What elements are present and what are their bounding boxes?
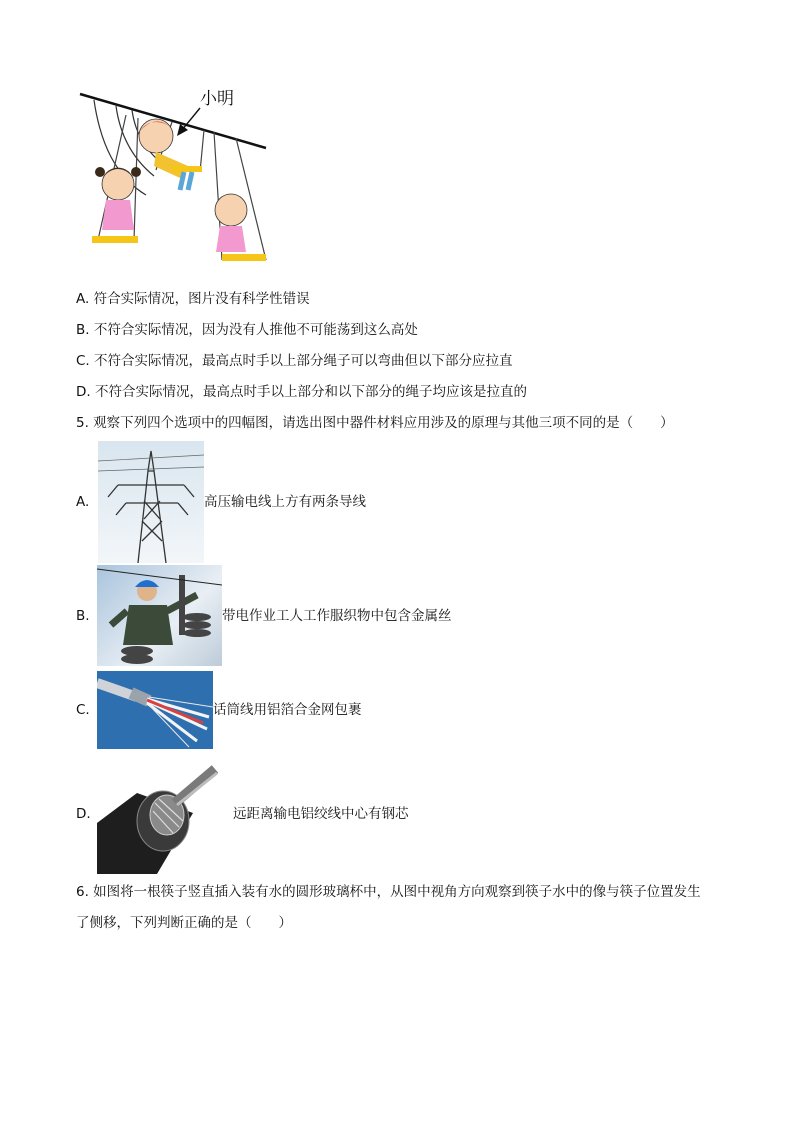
option-letter: A.: [76, 291, 90, 307]
q5-option-b-text: 带电作业工人工作服织物中包含金属丝: [222, 608, 452, 624]
lineman-drawing: [97, 565, 222, 666]
q4-option-b: [76, 320, 418, 340]
swing-label-xiaoming: 小明: [200, 89, 234, 109]
option-letter: C.: [76, 353, 90, 369]
swing-illustration: [76, 80, 276, 275]
steel-core-cable-drawing: [97, 763, 224, 874]
q6-stem-line-1: 6. 如图将一根筷子竖直插入装有水的圆形玻璃杯中，从图中视角方向观察到筷子水中的像与筷子位置发生: [76, 884, 701, 900]
option-letter: B.: [76, 322, 90, 338]
steel-core-cable-image: [97, 763, 224, 874]
shielded-cable-drawing: [97, 671, 213, 749]
option-text: 不符合实际情况，因为没有人推他不可能荡到这么高处: [93, 322, 418, 338]
shielded-cable-image: [97, 671, 213, 749]
q5-option-d-text: 远距离输电铝绞线中心有钢芯: [233, 806, 409, 822]
q5-stem: 5. 观察下列四个选项中的四幅图，请选出图中器件材料应用涉及的原理与其他三项不同的是（ ）: [76, 415, 674, 431]
lineman-image: [97, 565, 222, 666]
option-text: 不符合实际情况，最高点时手以上部分和以下部分的绳子均应该是拉直的: [94, 384, 527, 400]
q5-option-b-letter: B.: [76, 608, 90, 624]
q6-stem-line-2: 了侧移，下列判断正确的是（ ）: [76, 915, 292, 931]
power-tower-image: [98, 441, 204, 563]
q4-option-d: [76, 382, 527, 402]
q5-option-a-text: 高压输电线上方有两条导线: [204, 494, 366, 510]
swing-illustration-drawing: [76, 80, 276, 275]
q5-option-c-letter: C.: [76, 702, 90, 718]
option-letter: D.: [76, 384, 91, 400]
power-tower-drawing: [98, 441, 204, 563]
q5-option-a-letter: A.: [76, 494, 90, 510]
q4-option-c: [76, 351, 513, 371]
q5-option-c-text: 话筒线用铝箔合金网包裹: [213, 702, 362, 718]
q4-option-a: [76, 289, 310, 309]
q5-option-d-letter: D.: [76, 806, 91, 822]
option-text: 符合实际情况，图片没有科学性错误: [93, 291, 310, 307]
option-text: 不符合实际情况，最高点时手以上部分绳子可以弯曲但以下部分应拉直: [94, 353, 513, 369]
